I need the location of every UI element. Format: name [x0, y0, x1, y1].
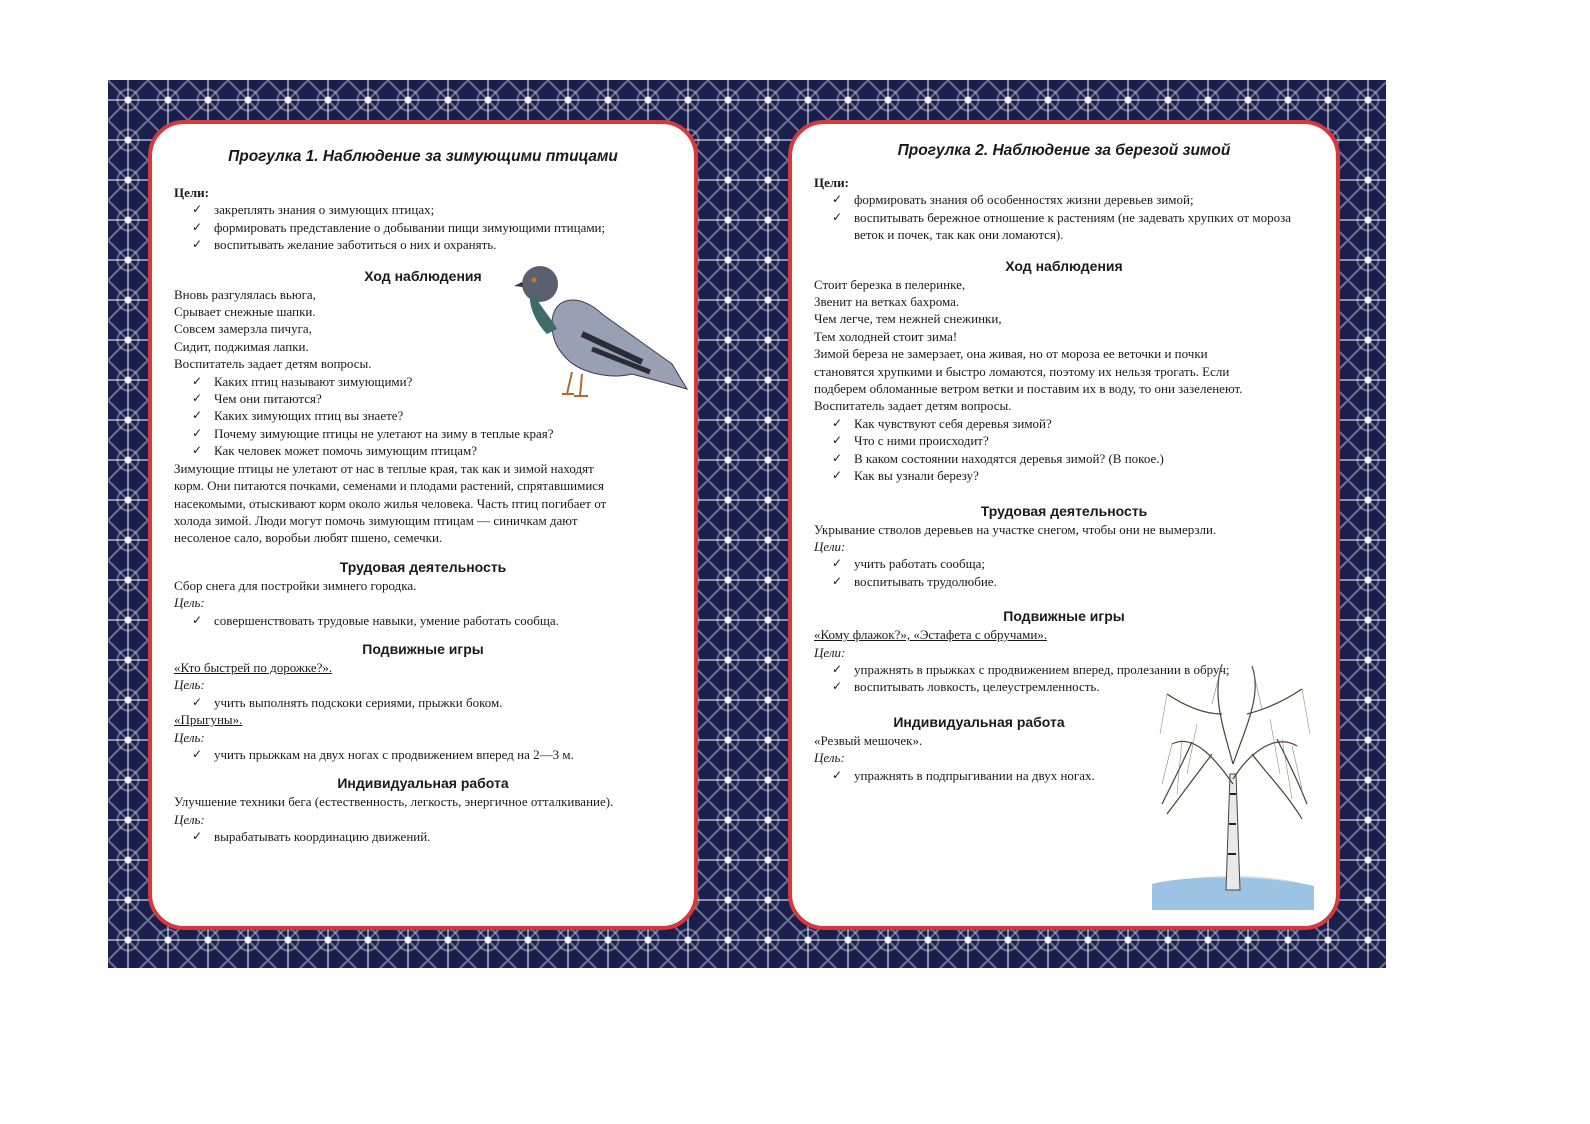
walk2-individual-text: «Резвый мешочек».: [814, 732, 923, 748]
walk1-labor-heading: Трудовая деятельность: [339, 558, 507, 575]
list-item: ✓ вырабатывать координацию движений.: [192, 829, 431, 845]
check-icon: ✓: [832, 450, 843, 465]
walk1-game1-goal-label: Цель:: [174, 677, 205, 693]
walk2-labor-heading: Трудовая деятельность: [980, 502, 1148, 519]
walk1-goals-list: [174, 201, 672, 253]
check-icon: ✓: [192, 391, 203, 406]
walk1-individual-text: Улучшение техники бега (естественность, легкость, энергичное отталкивание).: [174, 794, 614, 810]
walk2-observation-heading: Ход наблюдения: [1005, 257, 1123, 274]
check-icon: ✓: [192, 746, 203, 761]
list-item: ✓ Почему зимующие птицы не улетают на зиму в теплые края?: [192, 425, 554, 441]
walk2-goals-list: [814, 191, 1314, 243]
check-icon: ✓: [832, 209, 843, 224]
list-item: ✓ воспитывать ловкость, целеустремленность.: [832, 679, 1100, 695]
walk2-poem: [814, 276, 1314, 346]
list-item: ✓ формировать знания об особенностях жизни деревьев зимой;: [832, 192, 1194, 208]
walk2-individual-heading: Индивидуальная работа: [893, 713, 1065, 730]
walk1-story: [174, 460, 672, 547]
list-item: ✓ Каких птиц называют зимующими?: [192, 373, 413, 389]
list-item: ✓ Каких зимующих птиц вы знаете?: [192, 408, 404, 424]
walk2-games-text: «Кому флажок?», «Эстафета с обручами».: [814, 627, 1048, 643]
check-icon: ✓: [832, 468, 843, 483]
walk1-game2: «Прыгуны».: [174, 712, 243, 728]
check-icon: ✓: [192, 612, 203, 627]
walk1-game1: «Кто быстрей по дорожке?».: [174, 659, 333, 675]
story-line: Зимующие птицы не улетают от нас в теплые края, так как и зимой находят: [174, 460, 594, 476]
check-icon: ✓: [832, 192, 843, 207]
story-line: становятся хрупкими и быстро ломаются, поэтому их нельзя трогать. Если: [814, 363, 1230, 379]
poem-line: Срывает снежные шапки.: [174, 304, 316, 320]
list-item: ✓ упражнять в прыжках с продвижением вперед, пролезании в обруч;: [832, 661, 1230, 677]
check-icon: ✓: [832, 767, 843, 782]
check-icon: ✓: [192, 237, 203, 252]
check-icon: ✓: [192, 408, 203, 423]
poem-line: Стоит березка в пелеринке,: [814, 276, 966, 292]
story-line: несоленое сало, воробьи любят пшено, семечки.: [174, 530, 443, 546]
check-icon: ✓: [832, 433, 843, 448]
check-icon: ✓: [192, 443, 203, 458]
check-icon: ✓: [832, 679, 843, 694]
walk2-questions-list: [814, 415, 1314, 485]
story-line: холода зимой. Люди могут помочь зимующим птицам — синичкам дают: [174, 512, 578, 528]
walk2-labor-text: Укрывание стволов деревьев на участке снегом, чтобы они не вымерзли.: [814, 521, 1217, 537]
list-item: ✓ совершенствовать трудовые навыки, умение работать сообща.: [192, 612, 559, 628]
list-item: ✓ Как вы узнали березу?: [832, 468, 979, 484]
check-icon: ✓: [832, 415, 843, 430]
story-line: подберем обломанные ветром ветки и поставим их в воду, то они зазеленеют.: [814, 381, 1243, 397]
walk2-title: Прогулка 2. Наблюдение за березой зимой: [897, 142, 1231, 159]
list-item: ✓ учить выполнять подскоки сериями, прыжки боком.: [192, 694, 503, 710]
walk1-individual-heading: Индивидуальная работа: [337, 775, 509, 792]
list-item: ✓ учить работать сообща;: [832, 556, 985, 572]
story-line: насекомыми, отыскивают корм около жилья человека. Часть птиц погибает от: [174, 495, 607, 511]
walk1-title: Прогулка 1. Наблюдение за зимующими птицами: [228, 148, 618, 165]
list-item: ✓ закреплять знания о зимующих птицах;: [192, 202, 435, 218]
story-line: корм. Они питаются почками, семенами и плодами растений, спрятавшимися: [174, 478, 605, 494]
walk2-questions-intro: Воспитатель задает детям вопросы.: [814, 398, 1012, 414]
check-icon: ✓: [192, 202, 203, 217]
check-icon: ✓: [192, 219, 203, 234]
walk1-panel: [148, 120, 698, 930]
list-item: ✓ упражнять в подпрыгивании на двух ногах.: [832, 767, 1095, 783]
check-icon: ✓: [832, 661, 843, 676]
check-icon: ✓: [192, 425, 203, 440]
poem-line: Звенит на ветках бахрома.: [814, 294, 960, 310]
birch-illustration: [1152, 654, 1314, 910]
poem-line: Вновь разгулялась вьюга,: [174, 286, 316, 302]
walk2-games-goal-label: Цели:: [814, 644, 846, 660]
walk1-observation-heading: Ход наблюдения: [364, 267, 482, 284]
poem-line: Сидит, поджимая лапки.: [174, 338, 309, 354]
walk2-individual-goal-label: Цель:: [814, 750, 845, 766]
list-item: ✓ Как чувствуют себя деревья зимой?: [832, 415, 1052, 431]
walk2-goals-label: Цели:: [814, 175, 849, 190]
list-item: ✓ В каком состоянии находятся деревья зимой? (В покое.): [832, 450, 1164, 466]
walk1-questions-intro: Воспитатель задает детям вопросы.: [174, 356, 372, 372]
story-line: Зимой береза не замерзает, она живая, но от мороза ее веточки и почки: [814, 346, 1208, 362]
check-icon: ✓: [192, 694, 203, 709]
walk2-games-heading: Подвижные игры: [1003, 608, 1125, 625]
list-item: ✓ Что с ними происходит?: [832, 433, 989, 449]
walk1-labor-text: Сбор снега для постройки зимнего городка.: [174, 577, 417, 593]
walk1-individual-goal-label: Цель:: [174, 811, 205, 827]
pigeon-illustration: [512, 254, 692, 404]
walk2-panel: [788, 120, 1340, 930]
poem-line: Совсем замерзла пичуга,: [174, 321, 312, 337]
list-item: ✓ воспитывать желание заботиться о них и охранять.: [192, 237, 497, 253]
walk1-labor-goal-label: Цель:: [174, 595, 205, 611]
walk1-game2-goal-label: Цель:: [174, 729, 205, 745]
walk1-goals-label: Цели:: [174, 185, 209, 200]
list-item: ✓ формировать представление о добывании пищи зимующими птицами;: [192, 219, 606, 235]
snowflake-background: [108, 80, 1386, 968]
list-item: ✓ учить прыжкам на двух ногах с продвижением вперед на 2—3 м.: [192, 746, 574, 762]
check-icon: ✓: [832, 556, 843, 571]
check-icon: ✓: [192, 829, 203, 844]
list-item: ✓ Как человек может помочь зимующим птицам?: [192, 443, 478, 459]
walk2-story: [814, 345, 1314, 397]
poem-line: Чем легче, тем нежней снежинки,: [814, 311, 1002, 327]
poem-line: Тем холодней стоит зима!: [814, 328, 958, 344]
walk2-labor-goal-label: Цели:: [814, 538, 846, 554]
list-item: ✓ Чем они питаются?: [192, 391, 322, 407]
walk1-games-heading: Подвижные игры: [362, 640, 484, 657]
list-item: ✓ воспитывать бережное отношение к растениям (не задевать хрупких от мороза веток и почек, так как они ломаются).: [832, 209, 1291, 243]
check-icon: ✓: [192, 373, 203, 388]
list-item: ✓ воспитывать трудолюбие.: [832, 573, 997, 589]
check-icon: ✓: [832, 573, 843, 588]
